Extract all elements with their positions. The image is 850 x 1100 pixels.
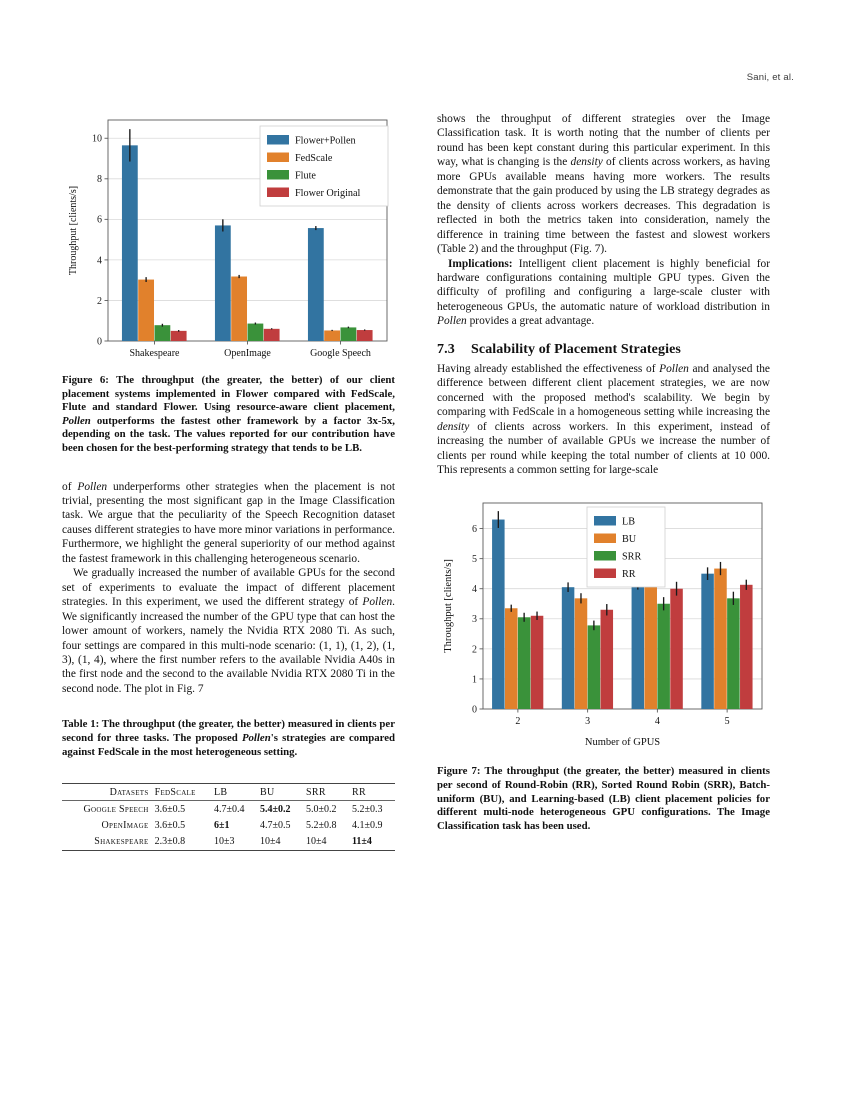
table-1-caption	[62, 718, 395, 759]
bar	[248, 324, 264, 341]
table-1-caption-text-1: The throughput (the greater, the better) measured in clients per second for three tasks. The proposed	[62, 718, 395, 744]
left-paragraph-2	[62, 566, 395, 696]
x-tick-label: Google Speech	[310, 348, 371, 359]
x-axis-label: Number of GPUS	[584, 737, 661, 748]
table-1-col-rr: RR	[349, 784, 395, 801]
left-p1-italic-1: Pollen	[77, 480, 108, 493]
table-1-r0-bu: 5.4±0.2	[257, 801, 303, 818]
x-tick-label: 2	[515, 716, 521, 728]
figure-6-caption-text-2: outperforms the fastest other framework by a factor 3x-5x, depending on the task. The values reported for our contribution have been chosen for the best-performing strategy that tends to be LB.	[62, 414, 395, 454]
table-1-col-bu: BU	[257, 784, 303, 801]
bar	[670, 589, 683, 709]
legend-label: RR	[622, 569, 636, 581]
right-paragraph-3	[437, 362, 770, 478]
left-paragraph-1	[62, 480, 395, 567]
bar	[231, 277, 247, 341]
right-p1-text-1: shows the throughput of different strategies over the Image Classification task. It is worth noting that the number of clients per round has been kept constant during this particular experiment. In this way, what is changing is the	[437, 113, 770, 169]
y-tick-label: 4	[97, 255, 102, 267]
left-column	[62, 112, 395, 851]
left-p2-text-1: We gradually increased the number of available GPUs for the second set of experiments to evaluate the impact of different placement strategies. In this experiment, we used the different strategy of	[62, 567, 395, 609]
table-1-body	[62, 801, 395, 851]
bar	[575, 599, 588, 710]
right-p2-text-1: Intelligent client placement is highly beneficial for hardware configurations containing multiple GPU types. Given the difficulty of profiling and configuring a large-scale cluster with heterogeneous GPUs, the automatic nature of workload distribution in	[437, 257, 770, 313]
y-tick-label: 5	[472, 554, 477, 566]
right-p3-italic-1: Pollen	[659, 362, 689, 375]
bar	[215, 225, 231, 341]
table-1-r2-fedscale: 2.3±0.8	[152, 834, 211, 851]
bar	[588, 626, 601, 710]
table-1-r1-lb: 6±1	[213, 820, 230, 832]
legend-swatch	[594, 534, 616, 544]
y-tick-label: 0	[97, 336, 102, 348]
right-p3-text-1: Having already established the effectiveness of	[437, 362, 660, 375]
table-row	[62, 818, 395, 834]
figure-7-caption	[437, 765, 770, 833]
legend-swatch	[267, 153, 289, 163]
y-tick-label: 6	[97, 214, 102, 226]
section-heading-7-3	[437, 342, 770, 358]
left-p1-text-2: underperforms other strategies when the placement is not trivial, presenting the most significant gap in the Image Classification task. We argue that the peculiarity of the Speech Recognition dataset causes different strategies to have more minor variations in performance. Furthermore, we highlight the general superiority of our method against the fastest framework in this challenging heterogeneous scenario.	[62, 480, 395, 565]
figure-6-caption	[62, 374, 395, 456]
y-tick-label: 2	[97, 295, 102, 307]
y-tick-label: 6	[472, 524, 477, 536]
bar	[357, 330, 373, 341]
table-1-r2-srr: 10±4	[303, 834, 349, 851]
table-1-r1-srr: 5.2±0.8	[305, 820, 337, 832]
right-p2-italic-1: Pollen	[437, 315, 467, 328]
bar	[701, 574, 714, 709]
table-1-r0-fedscale: 3.6±0.5	[152, 801, 211, 818]
bar	[171, 331, 187, 341]
left-p2-italic-1: Pollen	[362, 596, 393, 609]
figure-7	[437, 495, 770, 757]
legend-label: LB	[622, 516, 636, 528]
table-1-col-datasets: Datasets	[62, 784, 152, 801]
table-1-r1-bu: 4.7±0.5	[259, 820, 291, 832]
bar	[740, 585, 753, 709]
table-1-caption-text-2: 's strategies are compared against FedScale in the most heterogeneous setting.	[62, 731, 395, 758]
bar	[324, 330, 340, 341]
y-axis-label: Throughput [clients/s]	[443, 559, 454, 654]
legend-label: FedScale	[295, 152, 333, 164]
table-1-col-srr: SRR	[303, 784, 349, 801]
right-p1-text-2: of clients across workers, as having more GPUs available means having more workers. The results demonstrate that the gain produced by using the LB strategy degrades as the density of clients across workers decreases. This degradation is reflected in both the metrics taken into consideration, namely the difference in training time between the fastest and slowest workers (Table 2) and the throughput (Fig. 7).	[437, 156, 770, 256]
table-1-header-row	[62, 784, 395, 801]
table-1-head	[62, 784, 395, 801]
legend-label: BU	[622, 534, 637, 546]
table-1-r2-rr: 11±4	[349, 834, 395, 851]
table-1	[62, 783, 395, 851]
bar	[264, 329, 280, 341]
right-p3-text-3: of clients across workers. In this experiment, instead of increasing the number of available GPUs we increase the number of clients per round while keeping the total number of clients at 10 000. This represents a common setting for large-scale	[437, 420, 770, 476]
bar	[644, 577, 657, 709]
right-paragraph-1	[437, 112, 770, 257]
y-tick-label: 1	[472, 674, 477, 686]
figure-6-caption-text-1: The throughput (the greater, the better) of our client placement systems implemented in Flower compared with FedScale, Flute and standard Flower. Using resource-aware client placement,	[62, 374, 395, 414]
table-1-r2-dataset: Shakespeare	[62, 834, 152, 851]
table-1-r0-dataset: Google Speech	[62, 801, 152, 818]
bar	[714, 569, 727, 709]
bar	[727, 599, 740, 710]
table-1-caption-italic-1: Pollen	[241, 731, 271, 744]
table-row	[62, 801, 395, 818]
table-1-col-fedscale: FedScale	[152, 784, 211, 801]
legend-swatch	[267, 188, 289, 198]
running-head: Sani, et al.	[746, 72, 794, 83]
bar	[518, 618, 531, 710]
table-1-r1-rr: 4.1±0.9	[351, 820, 383, 832]
right-p2-text-2: provides a great advantage.	[466, 315, 595, 328]
right-p1-italic-1: density	[570, 156, 603, 169]
figure-6-caption-italic-1: Pollen	[62, 414, 91, 427]
bar	[308, 228, 324, 341]
legend-swatch	[594, 516, 616, 526]
x-tick-label: 3	[585, 716, 591, 728]
legend-swatch	[267, 170, 289, 180]
y-tick-label: 8	[97, 174, 102, 186]
bar	[492, 520, 505, 709]
legend-label: Flute	[295, 170, 316, 182]
bar	[632, 584, 645, 709]
bar	[122, 145, 138, 341]
table-1-label: Table 1:	[62, 718, 100, 731]
x-tick-label: OpenImage	[224, 348, 271, 359]
table-1-r0-srr: 5.0±0.2	[303, 801, 349, 818]
table-1-r2-lb: 10±3	[211, 834, 257, 851]
bar	[562, 588, 575, 710]
table-row	[62, 834, 395, 851]
table-1-col-lb: LB	[211, 784, 257, 801]
y-tick-label: 10	[92, 133, 102, 145]
right-p3-text-2: and analysed the difference between different client placement strategies, we are now concerned with the proposed method's scalability. We begin by comparing with FedScale in a homogeneous setting while increasing the	[437, 362, 770, 419]
right-paragraph-2	[437, 257, 770, 329]
table-1-r2-bu: 10±4	[257, 834, 303, 851]
left-p1-text-1: of	[62, 480, 78, 493]
x-tick-label: 5	[724, 716, 730, 728]
section-title: Scalability of Placement Strategies	[471, 341, 681, 357]
legend-swatch	[594, 551, 616, 561]
y-tick-label: 0	[472, 704, 477, 716]
y-tick-label: 4	[472, 584, 477, 596]
bar	[657, 604, 670, 709]
x-tick-label: Shakespeare	[129, 348, 180, 359]
bar	[155, 325, 171, 341]
bar	[531, 616, 544, 709]
figure-6	[62, 112, 395, 370]
figure-7-caption-text-1: The throughput (the greater, the better) measured in clients per second of Round-Robin (RR), Sorted Round Robin (SRR), Batch-uniform (BU), and Learning-based (LB) client placement policies for different multi-node heterogeneous GPU configurations. The Image Classification task has been used.	[437, 765, 770, 832]
bar	[138, 280, 154, 341]
x-tick-label: 4	[654, 716, 660, 728]
table-1-r0-lb: 4.7±0.4	[211, 801, 257, 818]
bar	[601, 610, 614, 709]
legend-label: Flower+Pollen	[295, 135, 356, 147]
legend-label: SRR	[622, 551, 642, 563]
table-1-r1-fedscale: 3.6±0.5	[154, 820, 186, 832]
figure-7-label: Figure 7:	[437, 765, 481, 778]
right-column	[437, 112, 770, 833]
right-p3-italic-2: density	[437, 420, 470, 433]
y-axis-label: Throughput [clients/s]	[68, 185, 79, 276]
implications-label: Implications:	[448, 257, 513, 270]
y-tick-label: 2	[472, 644, 477, 656]
bar	[341, 327, 357, 341]
figure7-svg	[437, 495, 770, 747]
legend-swatch	[267, 135, 289, 145]
figure-6-label: Figure 6:	[62, 374, 109, 386]
y-tick-label: 3	[472, 614, 477, 626]
legend-label: Flower Original	[295, 187, 361, 199]
left-p2-text-2: . We significantly increased the number of the GPU type that can host the lower amount of workers, namely the Nvidia RTX 2080 Ti. As such, four settings are compared in this multi-node scenario: (1, 1), (1, 2), (1, 3), (1, 4), where the first number refers to the available Nvidia A40s in the first node and the second to the available Nvidia RTX 2080 Ti in the second node. The plot in Fig. 7	[62, 596, 395, 695]
section-number: 7.3	[437, 341, 455, 357]
figure6-svg	[62, 112, 395, 367]
table-1-r1-dataset: OpenImage	[101, 820, 149, 832]
legend-swatch	[594, 569, 616, 579]
table-1-r0-rr: 5.2±0.3	[349, 801, 395, 818]
bar	[505, 609, 518, 710]
